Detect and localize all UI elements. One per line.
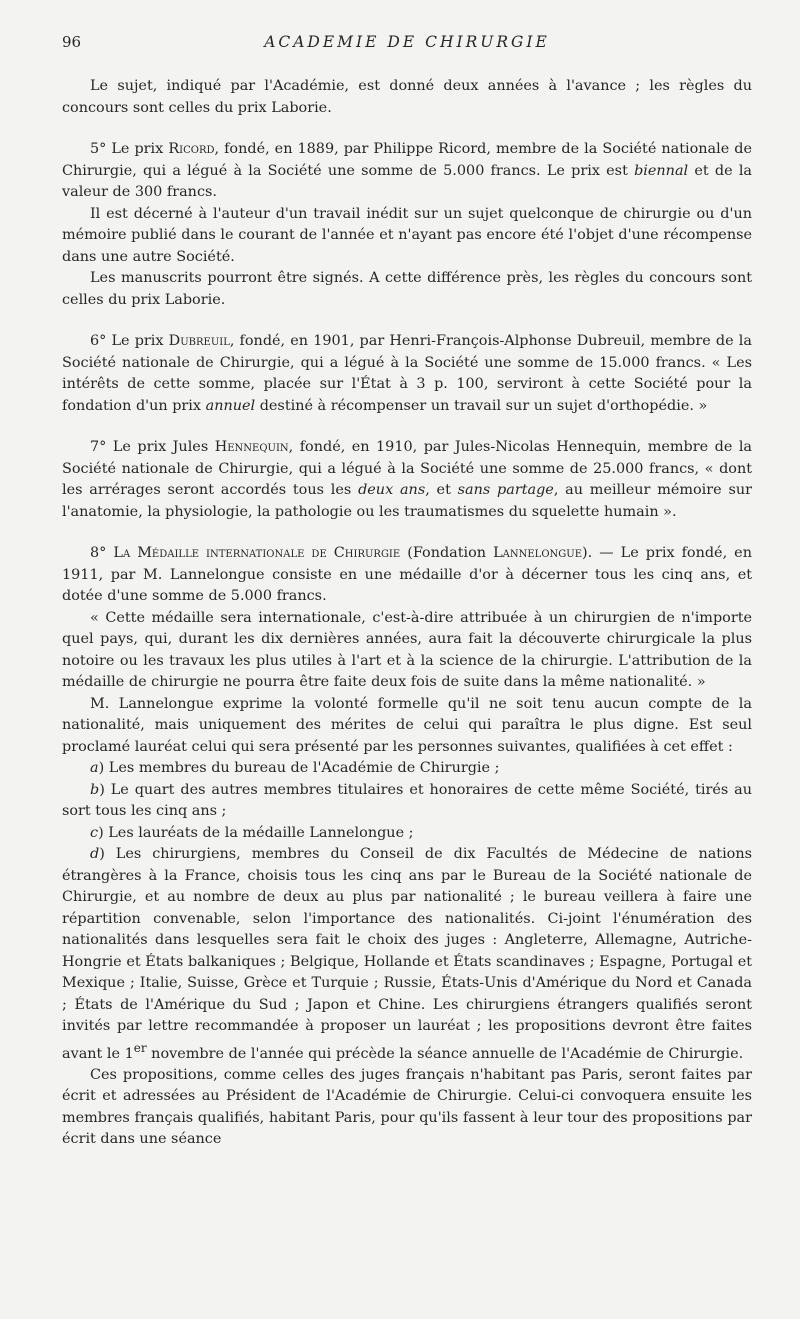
page-header [62, 30, 752, 54]
paragraph-prix-hennequin: 7° Le prix Jules Hennequin, fondé, en 1910, par Jules-Nicolas Hennequin, membre de la Société nationale de Chirurgie, qui a légué à la Société une somme de 25.000 francs, « dont les arrérages seront accordés tous les deux ans, et sans partage, au meilleur mémoire sur l'anatomie, la physiologie, la pathologie ou les traumatismes du squelette humain ». [62, 439, 753, 520]
list-item-b: b) Le quart des autres membres titulaires et honoraires de cette même Société, tirés au sort tous les cinq ans ; [62, 781, 752, 819]
paragraph-ricord-award: Il est décerné à l'auteur d'un travail inédit sur un sujet quelconque de chirurgie ou d'un mémoire publié dans le courant de l'année et n'ayant pas encore été l'objet d'une récompense dans une autre Société. [62, 205, 752, 265]
paragraph-medaille-quote: « Cette médaille sera internationale, c'est-à-dire attribuée à un chirurgien de n'importe quel pays, qui, durant les dix dernières années, aura fait la découverte chirurgicale la plus notoire ou les travaux les plus utiles à l'art et à la science de la chirurgie. L'attribution de la médaille de chirurgie ne pourra être faite deux fois de suite dans la même nationalité. » [62, 609, 752, 690]
paragraph-prix-ricord: 5° Le prix Ricord, fondé, en 1889, par Philippe Ricord, membre de la Société nationale de Chirurgie, qui a légué à la Société une somme de 5.000 francs. Le prix est biennal et de la valeur de 300 francs. [62, 141, 752, 200]
paragraph-lannelongue-volonte: M. Lannelongue exprime la volonté formelle qu'il ne soit tenu aucun compte de la nationalité, mais uniquement des mérites de celui qui paraîtra le plus digne. Est seul proclamé lauréat celui qui sera présenté par les personnes suivantes, qualifiées à cet effet : [62, 695, 752, 755]
paragraph-propositions: Ces propositions, comme celles des juges français n'habitant pas Paris, seront faites par écrit et adressées au Président de l'Académie de Chirurgie. Celui-ci convoquera ensuite les membres français qualifiés, habitant Paris, pour qu'ils fassent à leur tour des propositions par écrit dans une séance [62, 1066, 752, 1148]
paragraph-medaille-internationale: 8° La Médaille internationale de Chirurgie (Fondation Lannelongue). — Le prix fondé, en 1911, par M. Lannelongue consiste en une médaille d'or à décerner tous les cinq ans, et dotée d'une somme de 5.000 francs. [62, 545, 752, 604]
list-item-c: c) Les lauréats de la médaille Lannelongue ; [90, 824, 414, 841]
list-item-d: d) Les chirurgiens, membres du Conseil de dix Facultés de Médecine de nations étrangères à la France, choisis tous les cinq ans par le Bureau de la Société nationale de Chirurgie, et au nombre de deux au plus par nationalité ; le bureau veillera à faire une répartition convenable, selon l'importance des nationalités. Ci-joint l'énumération des nationalités dans lesquelles sera fait le choix des juges : Angleterre, Allemagne, Autriche-Hongrie et États balkaniques ; Belgique, Hollande et États scandinaves ; Espagne, Portugal et Mexique ; Italie, Suisse, Grèce et Turquie ; Russie, États-Unis d'Amérique du Nord et Canada ; États de l'Amérique du Sud ; Japon et Chine. Les chirurgiens étrangers qualifiés seront invités par lettre recommandée à proposer un lauréat ; les propositions devront être faites avant le 1er novembre de l'année qui précède la séance annuelle de l'Académie de Chirurgie. [62, 846, 752, 1062]
page-number: 96 [62, 33, 82, 51]
paragraph-prix-dubreuil: 6° Le prix Dubreuil, fondé, en 1901, par Henri-François-Alphonse Dubreuil, membre de la Société nationale de Chirurgie, qui a légué à la Société une somme de 15.000 francs. « Les intérêts de cette somme, placée sur l'État à 3 p. 100, serviront à cette Société pour la fondation d'un prix annuel destiné à récompenser un travail sur un sujet d'orthopédie. » [62, 333, 752, 414]
running-title: ACADEMIE DE CHIRURGIE [264, 33, 550, 51]
paragraph-laborie-rules: Le sujet, indiqué par l'Académie, est donné deux années à l'avance ; les règles du concours sont celles du prix Laborie. [62, 78, 752, 116]
list-item-a: a) Les membres du bureau de l'Académie de Chirurgie ; [90, 760, 500, 776]
body-text [62, 76, 752, 1151]
paragraph-ricord-manuscripts: Les manuscrits pourront être signés. A cette différence près, les règles du concours sont celles du prix Laborie. [62, 270, 752, 308]
